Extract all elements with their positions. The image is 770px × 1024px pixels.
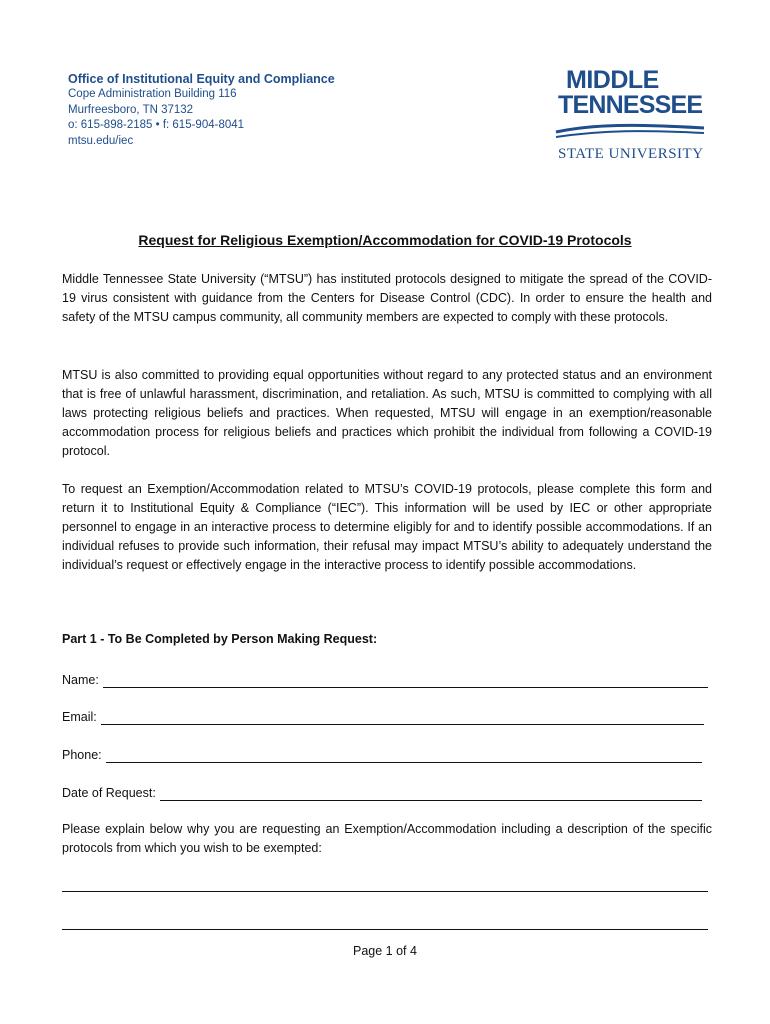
office-name: Office of Institutional Equity and Compliance [68,72,335,86]
office-contact: o: 615-898-2185 • f: 615-904-8041 [68,119,245,131]
part1-heading: Part 1 - To Be Completed by Person Making Request: [62,632,378,646]
office-website: mtsu.edu/iec [68,134,134,147]
office-address-line1: Cope Administration Building 116 [68,88,237,100]
office-header [68,72,335,149]
intro-paragraph-3: To request an Exemption/Accommodation related to MTSU’s COVID-19 protocols, please complete this form and return it to Institutional Equity & Compliance (“IEC”). This information will be used by IEC or other appropriate personnel to engage in an interactive process to determine eligibly for and to identify possible accommodations. If an individual refuses to provide such information, their refusal may impact MTSU’s ability to adequately understand the individual’s request or effectively engage in the interactive process to identify possible accommodations. [62,482,712,572]
phone-label: Phone: [62,748,102,762]
intro-paragraph-1: Middle Tennessee State University (“MTSU”) has instituted protocols designed to mitigate the spread of the COVID-19 virus consistent with guidance from the Centers for Disease Control (CDC). In order to ensure the health and safety of the MTSU campus community, all community members are expected to comply with these protocols. [62,272,712,324]
date-of-request-input-line[interactable] [160,786,702,801]
page-number: Page 1 of 4 [353,944,417,958]
explanation-answer-line-1[interactable] [62,891,708,892]
date-of-request-label: Date of Request: [62,786,156,800]
document-title: Request for Religious Exemption/Accommodation for COVID-19 Protocols [138,232,632,248]
explain-prompt: Please explain below why you are requesting an Exemption/Accommodation including a description of the specific protocols from which you wish to be exempted: [62,822,712,855]
intro-paragraph-2: MTSU is also committed to providing equal opportunities without regard to any protected status and an environment that is free of unlawful harassment, discrimination, and retaliation. As such, MTSU is committed to complying with all laws protecting religious beliefs and practices. When requested, MTSU will engage in an exemption/reasonable accommodation process for religious beliefs and practices which prohibit the individual from following a COVID-19 protocol. [62,368,712,458]
phone-input-line[interactable] [106,748,702,763]
date-of-request-field [62,783,702,801]
mtsu-logo [550,66,710,166]
logo-wave-icon [554,122,706,140]
office-address-line2: Murfreesboro, TN 37132 [68,103,194,116]
logo-word-middle: MIDDLE [566,66,659,94]
email-input-line[interactable] [101,710,704,725]
name-input-line[interactable] [103,673,708,688]
name-label: Name: [62,673,99,687]
phone-field [62,745,702,763]
email-field [62,707,704,725]
logo-word-tennessee: TENNESSEE [558,91,703,119]
logo-state-university: STATE UNIVERSITY [558,146,704,162]
email-label: Email: [62,710,97,724]
explanation-answer-line-2[interactable] [62,929,708,930]
name-field [62,670,708,688]
